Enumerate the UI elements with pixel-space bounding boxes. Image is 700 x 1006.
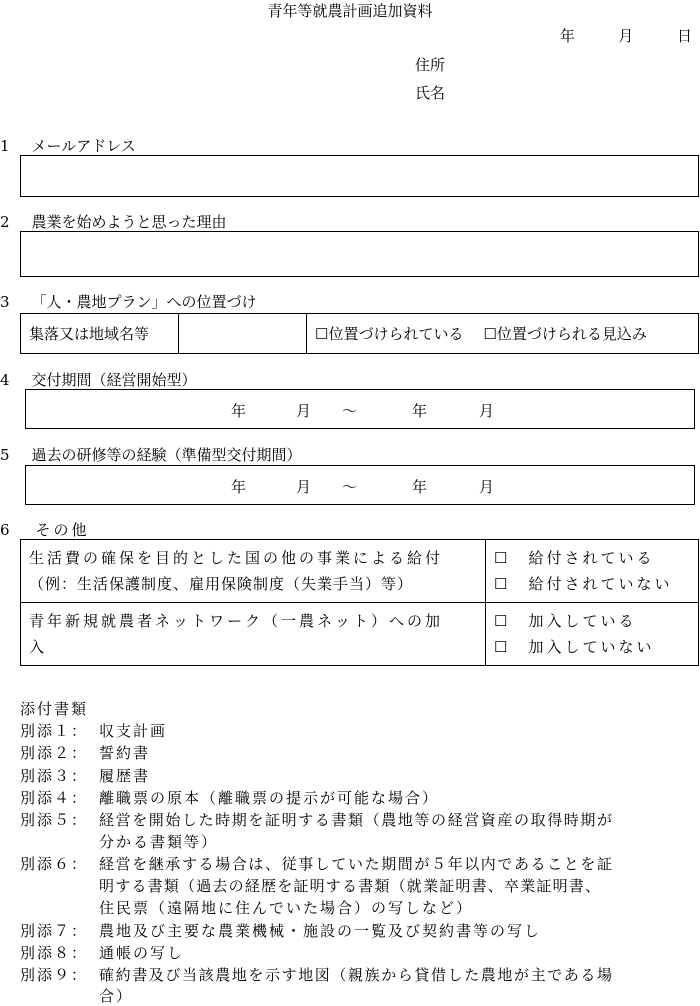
attachment-5-text-line1: 経営を開始した時期を証明する書類（農地等の経営資産の取得時期が	[99, 811, 614, 829]
attachment-6-prefix: 別添６：	[20, 855, 89, 873]
grant-end-month: 月	[479, 402, 495, 420]
attachment-6-text-line1: 経営を継承する場合は、従事していた期間が５年以内であることを証	[99, 855, 614, 873]
section-2-number: 2	[0, 213, 10, 231]
grant-end-year: 年	[412, 402, 428, 420]
benefit-option-received[interactable]: ☐ 給付されている	[494, 549, 655, 567]
attachment-3-text: 履歴書	[99, 767, 151, 785]
attachment-4-prefix: 別添４：	[20, 789, 89, 807]
benefit-options-cell	[486, 540, 699, 603]
network-question-line2: 入	[29, 638, 48, 656]
section-6-label: その他	[35, 521, 90, 539]
network-question-line1: 青年新規就農者ネットワーク（一農ネット）への加	[29, 612, 444, 630]
attachment-8-prefix: 別添８：	[20, 944, 89, 962]
attachment-5-text-line2: 分かる書類等）	[99, 833, 219, 851]
attachment-1-prefix: 別添１：	[20, 722, 89, 740]
name-label: 氏名	[415, 84, 446, 102]
plan-position-table	[20, 313, 699, 354]
training-start-year: 年	[231, 478, 247, 496]
attachment-8-text: 通帳の写し	[99, 944, 185, 962]
section-4-number: 4	[0, 371, 10, 389]
reason-field[interactable]	[20, 231, 699, 277]
date-month-label: 月	[618, 27, 634, 45]
date-line	[560, 25, 692, 46]
attachment-7-prefix: 別添７：	[20, 922, 89, 940]
section-6-heading	[0, 519, 90, 540]
training-start-month: 月	[296, 478, 312, 496]
grant-period-field[interactable]	[25, 389, 695, 429]
training-end-year: 年	[412, 478, 428, 496]
attachment-4-text: 離職票の原本（離職票の提示が可能な場合）	[99, 789, 440, 807]
section-2-heading	[0, 211, 227, 232]
benefit-question-cell	[21, 540, 486, 603]
attachment-2-text: 誓約書	[99, 744, 151, 762]
attachment-7-text: 農地及び主要な農業機械・施設の一覧及び契約書等の写し	[99, 922, 542, 940]
area-name-label: 集落又は地域名等	[21, 314, 179, 354]
other-table	[20, 539, 699, 666]
plan-option-positioned[interactable]: ☐位置づけられている	[315, 325, 464, 343]
attachment-9-text-line2: 合）	[99, 987, 134, 1005]
attachment-6-text-line3: 住民票（遠隔地に住んでいた場合）の写しなど）	[99, 899, 474, 917]
area-name-field[interactable]	[179, 314, 307, 354]
training-period-tilde: ～	[342, 478, 358, 496]
section-1-heading	[0, 135, 136, 156]
training-end-month: 月	[479, 478, 495, 496]
grant-start-month: 月	[296, 402, 312, 420]
benefit-question-line2: （例：生活保護制度、雇用保険制度（失業手当）等）	[29, 575, 414, 593]
email-field[interactable]	[20, 155, 699, 197]
attachments-heading: 添付書類	[20, 700, 89, 718]
attachment-3-prefix: 別添３：	[20, 767, 89, 785]
date-day-label: 日	[676, 27, 692, 45]
attachment-1-text: 収支計画	[99, 722, 168, 740]
section-2-label: 農業を始めようと思った理由	[31, 213, 227, 231]
section-1-label: メールアドレス	[31, 137, 136, 155]
address-label: 住所	[415, 56, 446, 74]
network-option-not-joined[interactable]: ☐ 加入していない	[494, 638, 655, 656]
grant-start-year: 年	[231, 402, 247, 420]
attachment-9-prefix: 別添９：	[20, 966, 89, 984]
section-4-label: 交付期間（経営開始型）	[31, 371, 197, 389]
date-year-label: 年	[559, 27, 575, 45]
benefit-question-line1: 生活費の確保を目的とした国の他の事業による給付	[29, 549, 444, 567]
section-1-number: 1	[0, 137, 10, 155]
network-option-joined[interactable]: ☐ 加入している	[494, 612, 637, 630]
section-3-number: 3	[0, 293, 10, 311]
page-title: 青年等就農計画追加資料	[267, 2, 433, 20]
attachment-9-text-line1: 確約書及び当該農地を示す地図（親族から貸借した農地が主である場	[99, 966, 614, 984]
section-5-label: 過去の研修等の経験（準備型交付期間）	[31, 446, 302, 464]
benefit-option-not-received[interactable]: ☐ 給付されていない	[494, 575, 673, 593]
attachment-6-text-line2: 明する書類（過去の経歴を証明する書類（就業証明書、卒業証明書、	[99, 877, 602, 895]
plan-options-cell	[307, 314, 699, 354]
section-3-label: 「人・農地プラン」への位置づけ	[31, 293, 257, 311]
network-options-cell	[486, 603, 699, 666]
attachment-2-prefix: 別添２：	[20, 744, 89, 762]
training-period-field[interactable]	[25, 465, 695, 505]
network-question-cell	[21, 603, 486, 666]
plan-option-expected[interactable]: ☐位置づけられる見込み	[483, 325, 647, 343]
section-6-number: 6	[0, 521, 10, 539]
grant-period-tilde: ～	[342, 402, 358, 420]
section-4-heading	[0, 369, 197, 390]
attachment-5-prefix: 別添５：	[20, 811, 89, 829]
section-5-number: 5	[0, 446, 10, 464]
section-5-heading	[0, 444, 302, 465]
section-3-heading	[0, 291, 257, 312]
